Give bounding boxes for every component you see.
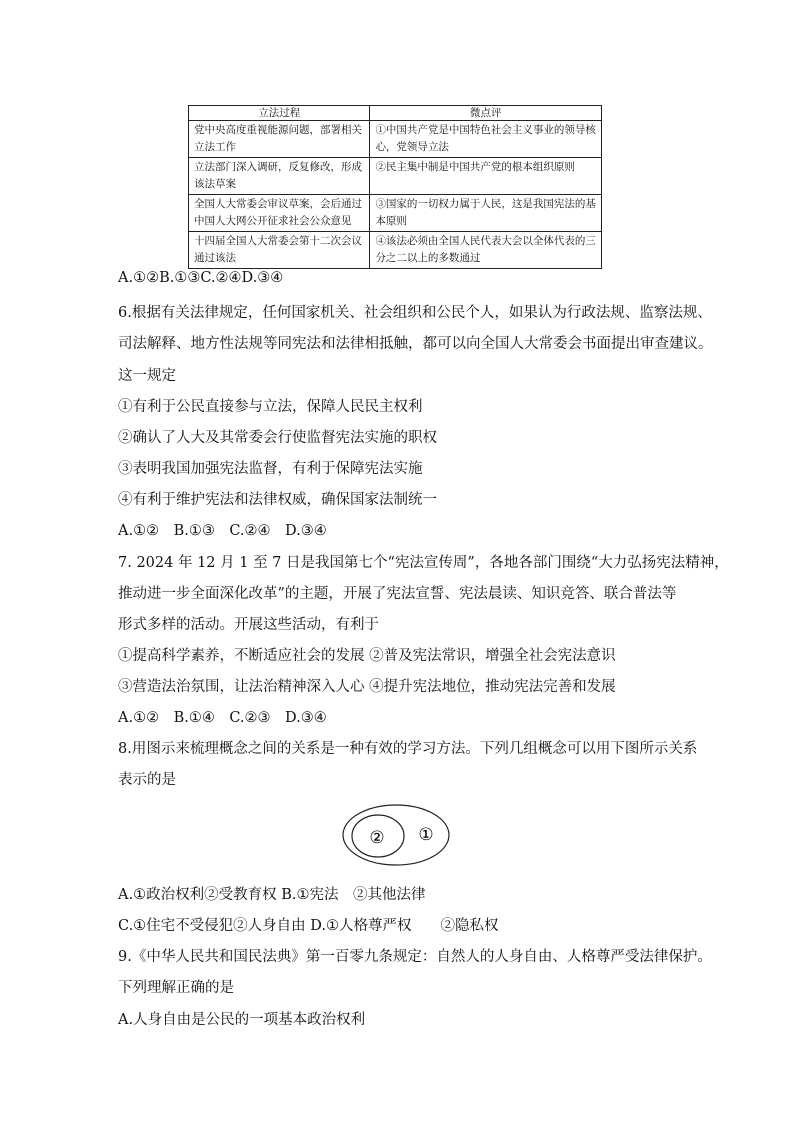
- q6-stem-line: 6.根据有关法律规定，任何国家机关、社会组织和公民个人，如果认为行政法规、监察法规、: [118, 305, 712, 321]
- table-cell: ②民主集中制是中国共产党的根本组织原则: [370, 158, 602, 195]
- q6-stem-line: 这一规定: [118, 368, 176, 384]
- q7-stem-line: 推动进一步全面深化改革”的主题，开展了宪法宣誓、宪法晨读、知识竞答、联合普法等: [118, 586, 677, 602]
- q7-item: ①提高科学素养，不断适应社会的发展 ②普及宪法常识，增强全社会宪法意识: [118, 648, 616, 664]
- table-header-row: [189, 106, 602, 121]
- table-cell: 十四届全国人大常委会第十二次会议通过该法: [189, 232, 370, 269]
- q7-item: ③营造法治氛围，让法治精神深入人心 ④提升宪法地位，推动宪法完善和发展: [118, 679, 616, 695]
- q8-stem-line: 表示的是: [118, 772, 176, 788]
- concept-diagram: [340, 803, 452, 867]
- inner-label: ②: [369, 828, 385, 848]
- table-header: 立法过程: [189, 106, 370, 121]
- legislation-table: [188, 105, 602, 269]
- table-header: 微点评: [370, 106, 602, 121]
- q7-stem-line: 形式多样的活动。开展这些活动，有利于: [118, 617, 379, 633]
- q6-item: ②确认了人大及其常委会行使监督宪法实施的职权: [118, 430, 437, 446]
- q5-options: A.①②B.①③C.②④D.③④: [118, 270, 284, 286]
- q8-options-line: A.①政治权利②受教育权 B.①宪法 ②其他法律: [118, 887, 426, 903]
- q6-options: A.①② B.①③ C.②④ D.③④: [118, 523, 327, 539]
- q7-stem-line: 7. 2024 年 12 月 1 至 7 日是我国第七个“宪法宣传周”，各地各部门围绕“大力弘扬宪法精神，: [118, 555, 729, 571]
- q7-options: A.①② B.①④ C.②③ D.③④: [118, 710, 327, 726]
- table-cell: ④该法必须由全国人民代表大会以全体代表的三分之二以上的多数通过: [370, 232, 602, 269]
- table-row: [189, 121, 602, 158]
- q6-item: ①有利于公民直接参与立法，保障人民民主权利: [118, 399, 423, 415]
- table-row: [189, 232, 602, 269]
- q9-option-a: A.人身自由是公民的一项基本政治权利: [118, 1012, 366, 1028]
- q9-stem-line: 下列理解正确的是: [118, 980, 234, 996]
- q6-item: ③表明我国加强宪法监督，有利于保障宪法实施: [118, 461, 423, 477]
- table-cell: 立法部门深入调研，反复修改，形成该法草案: [189, 158, 370, 195]
- table-cell: 党中央高度重视能源问题，部署相关立法工作: [189, 121, 370, 158]
- table-cell: ①中国共产党是中国特色社会主义事业的领导核心，党领导立法: [370, 121, 602, 158]
- q8-options-line: C.①住宅不受侵犯②人身自由 D.①人格尊严权 ②隐私权: [118, 918, 499, 934]
- table-row: [189, 195, 602, 232]
- q6-stem-line: 司法解释、地方性法规等同宪法和法律相抵触，都可以向全国人大常委会书面提出审查建议。: [118, 336, 713, 352]
- table-row: [189, 158, 602, 195]
- table-cell: 全国人大常委会审议草案，会后通过中国人大网公开征求社会公众意见: [189, 195, 370, 232]
- q8-stem-line: 8.用图示来梳理概念之间的关系是一种有效的学习方法。下列几组概念可以用下图所示关系: [118, 741, 698, 757]
- table-cell: ③国家的一切权力属于人民，这是我国宪法的基本原则: [370, 195, 602, 232]
- outer-label: ①: [418, 825, 434, 845]
- q9-stem-line: 9.《中华人民共和国民法典》第一百零九条规定：自然人的人身自由、人格尊严受法律保护。: [118, 949, 712, 965]
- q6-item: ④有利于维护宪法和法律权威，确保国家法制统一: [118, 492, 437, 508]
